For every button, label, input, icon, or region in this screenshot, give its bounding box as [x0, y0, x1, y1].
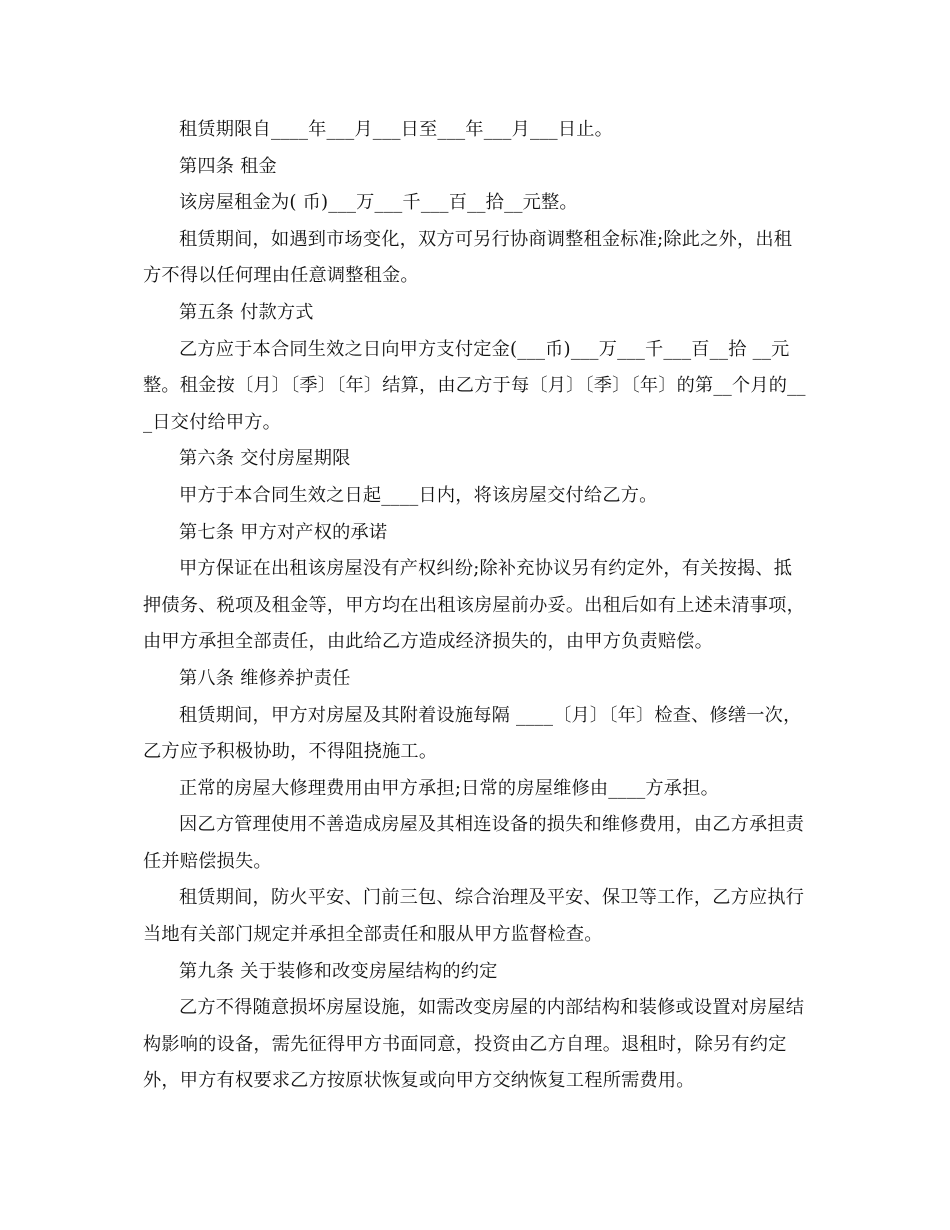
- major-repair-paragraph: 正常的房屋大修理费用由甲方承担;日常的房屋维修由____方承担。: [179, 777, 719, 799]
- payment-method-paragraph: 乙方应于本合同生效之日向甲方支付定金(___币)___万___千___百__拾 __元整。租金按〔月〕〔季〕〔年〕结算，由乙方于每〔月〕〔季〕〔年〕的第__个月的___日交付给甲方。: [143, 338, 806, 433]
- renovation-terms-paragraph: 乙方不得随意损坏房屋设施，如需改变房屋的内部结构和装修或设置对房屋结构影响的设备，需先征得甲方书面同意，投资由乙方自理。退租时，除另有约定外，甲方有权要求乙方按原状恢复或向甲方交纳恢复工程所需费用。: [143, 997, 805, 1092]
- article-7-heading: 第七条 甲方对产权的承诺: [179, 521, 388, 543]
- rent-amount-paragraph: 该房屋租金为( 币)___万___千___百__拾__元整。: [179, 192, 578, 214]
- property-rights-paragraph: 甲方保证在出租该房屋没有产权纠纷;除补充协议另有约定外，有关按揭、抵押债务、税项及租金等，甲方均在出租该房屋前办妥。出租后如有上述未清事项，由甲方承担全部责任，由此给乙方造成经济损失的，由甲方负责赔偿。: [143, 558, 805, 653]
- article-4-heading: 第四条 租金: [179, 155, 277, 177]
- article-5-heading: 第五条 付款方式: [179, 301, 314, 323]
- document-body: [143, 112, 809, 1100]
- rent-adjustment-paragraph: 租赁期间，如遇到市场变化，双方可另行协商调整租金标准;除此之外，出租方不得以任何理由任意调整租金。: [143, 228, 793, 287]
- article-6-heading: 第六条 交付房屋期限: [179, 448, 351, 470]
- safety-duties-paragraph: 租赁期间，防火平安、门前三包、综合治理及平安、保卫等工作，乙方应执行当地有关部门规定并承担全部责任和服从甲方监督检查。: [143, 887, 805, 946]
- maintenance-inspection-paragraph: 租赁期间，甲方对房屋及其附着设施每隔 ____〔月〕〔年〕检查、修缮一次，乙方应予积极协助，不得阻挠施工。: [143, 704, 802, 763]
- delivery-period-paragraph: 甲方于本合同生效之日起____日内，将该房屋交付给乙方。: [179, 484, 658, 506]
- tenant-damage-paragraph: 因乙方管理使用不善造成房屋及其相连设备的损失和维修费用，由乙方承担责任并赔偿损失。: [143, 814, 805, 872]
- article-9-heading: 第九条 关于装修和改变房屋结构的约定: [179, 960, 498, 982]
- article-8-heading: 第八条 维修养护责任: [179, 667, 351, 689]
- lease-term-paragraph: 租赁期限自____年___月___日至___年___月___日止。: [179, 119, 614, 140]
